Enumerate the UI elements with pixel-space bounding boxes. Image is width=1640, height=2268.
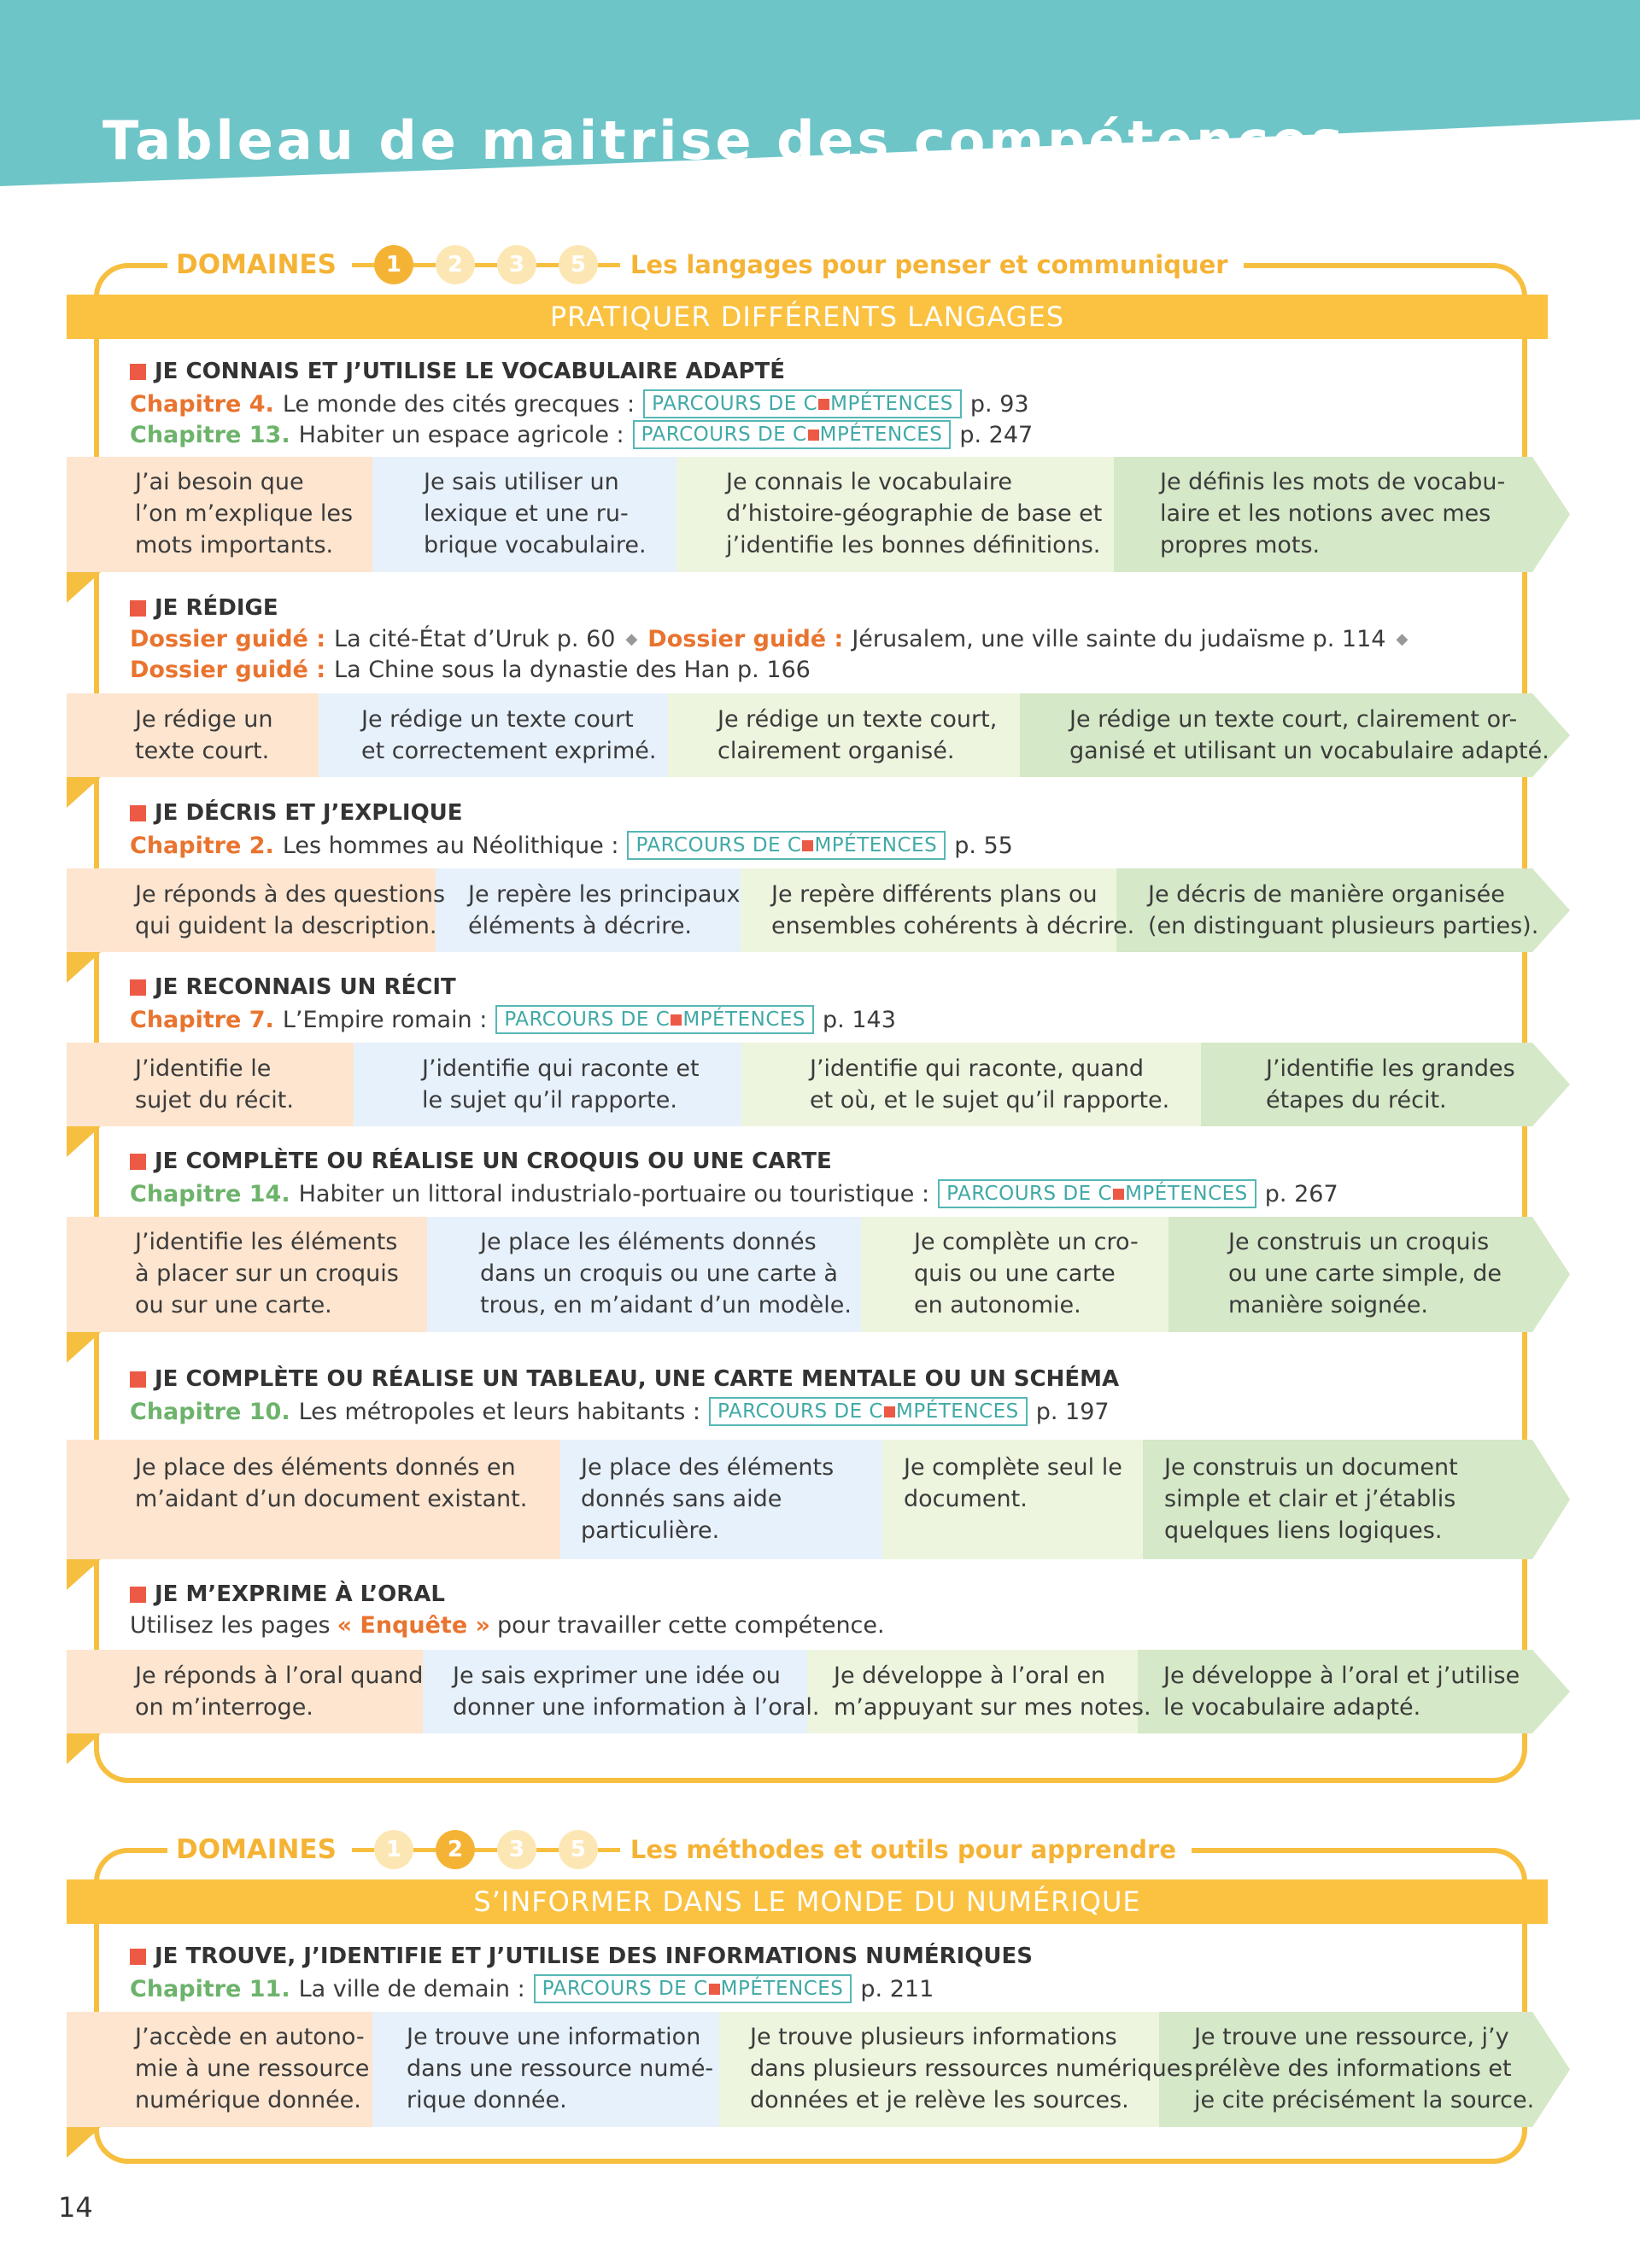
bullet-square-icon [130,805,146,821]
level-4-text: Je construis un document simple et clair et j’établis quelques liens logiques. [1164,1454,1458,1544]
section-title: JE CONNAIS ET J’UTILISE LE VOCABULAIRE ADAPTÉ [130,359,785,384]
level-3-text: Je trouve plusieurs informations dans plusieurs ressources numériques données et je relève les sources. [750,2024,1193,2113]
level-4-text: Je trouve une ressource, j’y prélève des informations et je cite précisément la source. [1194,2024,1535,2113]
domain-2-title: Les méthodes et outils pour apprendre [630,1835,1176,1864]
level-2-text: Je trouve une information dans une ressource numé- rique donnée. [407,2024,714,2113]
level-row [67,1043,1570,1126]
parcours-badge[interactable]: PARCOURS DE C MPÉTENCES [643,389,962,418]
bullet-square-icon [130,1949,146,1965]
level-4-text: Je décris de manière organisée (en distinguant plusieurs parties). [1148,881,1539,939]
domain-1-number-5: 5 [559,245,598,284]
reference-line: Dossier guidé : La cité-État d’Uruk p. 60 ◆ Dossier guidé : Jérusalem, une ville sainte du judaïsme p. 114 ◆ [130,626,1409,652]
bullet-square-icon [130,979,146,996]
section-title: JE RECONNAIS UN RÉCIT [130,974,456,1000]
domain-2-label: DOMAINES [176,1834,337,1865]
level-3-text: Je rédige un texte court, clairement organisé. [718,706,998,764]
level-3-text: J’identifie qui raconte, quand et où, et le sujet qu’il rapporte. [810,1055,1170,1114]
domain-1-header [167,241,1244,289]
dossier-ref[interactable]: Dossier guidé : [647,626,844,652]
reference-line: Chapitre 4. Le monde des cités grecques : PARCOURS DE C MPÉTENCES p. 93 [130,390,1029,418]
level-4-text: J’identifie les grandes étapes du récit. [1266,1055,1515,1114]
level-3-text: Je repère différents plans ou ensembles cohérents à décrire. [771,881,1135,939]
level-3-text: Je développe à l’oral en m’appuyant sur mes notes. [834,1663,1151,1721]
level-2-text: Je place des éléments donnés sans aide particulière. [581,1454,835,1544]
section-title: JE DÉCRIS ET J’EXPLIQUE [130,800,463,826]
level-1-text: Je rédige un texte court. [135,706,273,764]
section-title: JE M’EXPRIME À L’ORAL [130,1581,445,1607]
reference-line: Chapitre 10. Les métropoles et leurs habitants : PARCOURS DE C MPÉTENCES p. 197 [130,1398,1110,1425]
domain-1-title: Les langages pour penser et communiquer [630,250,1228,279]
level-4-text: Je construis un croquis ou une carte simple, de manière soignée. [1228,1229,1502,1318]
parcours-badge[interactable]: PARCOURS DE C MPÉTENCES [495,1005,814,1034]
level-row [67,1440,1570,1559]
page-title: Tableau de maitrise des compétences [102,109,1346,172]
domain-1-label: DOMAINES [176,249,337,280]
chapter-ref[interactable]: Chapitre 13. [130,421,290,448]
level-2-text: Je place les éléments donnés dans un croquis ou une carte à trous, en m’aidant d’un modèle. [480,1229,852,1318]
domain-2-number-2: 2 [436,1830,475,1869]
level-1-text: J’identifie les éléments à placer sur un croquis ou sur une carte. [135,1229,399,1318]
level-4-text: Je rédige un texte court, clairement or- ganisé et utilisant un vocabulaire adapté. [1069,706,1549,764]
level-row [67,1650,1570,1733]
chapter-ref[interactable]: Chapitre 14. [130,1180,290,1207]
level-3-text: Je connais le vocabulaire d’histoire-géographie de base et j’identifie les bonnes définitions. [726,469,1103,558]
level-1-text: J’ai besoin que l’on m’explique les mots importants. [135,469,354,558]
parcours-badge[interactable]: PARCOURS DE C MPÉTENCES [627,831,946,860]
domain-2-number-5: 5 [559,1830,598,1869]
level-row [67,693,1570,777]
diamond-separator-icon: ◆ [1396,630,1409,648]
parcours-badge[interactable]: PARCOURS DE C MPÉTENCES [938,1179,1256,1208]
level-2-text: J’identifie qui raconte et le sujet qu’il rapporte. [422,1055,700,1114]
reference-line: Dossier guidé : La Chine sous la dynastie des Han p. 166 [130,657,811,683]
level-1-text: Je réponds à des questions qui guident la description. [135,881,446,939]
bullet-square-icon [130,600,146,617]
section-title: JE TROUVE, J’IDENTIFIE ET J’UTILISE DES INFORMATIONS NUMÉRIQUES [130,1944,1033,1969]
bullet-square-icon [130,1154,146,1170]
parcours-badge[interactable]: PARCOURS DE C MPÉTENCES [633,420,952,449]
level-2-text: Je rédige un texte court et correctement exprimé. [361,706,657,764]
level-2-text: Je sais exprimer une idée ou donner une information à l’oral. [453,1663,820,1721]
reference-line: Chapitre 13. Habiter un espace agricole : PARCOURS DE C MPÉTENCES p. 247 [130,421,1034,448]
dossier-ref[interactable]: Dossier guidé : [130,657,326,683]
level-row [67,457,1570,572]
reference-line: Chapitre 2. Les hommes au Néolithique : PARCOURS DE C MPÉTENCES p. 55 [130,832,1013,859]
level-row [67,2012,1570,2127]
reference-line: Chapitre 14. Habiter un littoral industrialo-portuaire ou touristique : PARCOURS DE C MPÉTENCES p. 267 [130,1180,1338,1207]
bullet-square-icon [130,1587,146,1603]
bullet-square-icon [130,1371,146,1388]
domain-1-number-3: 3 [497,245,536,284]
domain-2-number-3: 3 [497,1830,536,1869]
chapter-ref[interactable]: Chapitre 10. [130,1398,290,1425]
parcours-badge[interactable]: PARCOURS DE C MPÉTENCES [534,1974,852,2003]
level-row [67,868,1570,952]
level-1-text: Je place des éléments donnés en m’aidant d’un document existant. [135,1454,528,1512]
chapter-ref[interactable]: Chapitre 11. [130,1975,290,2002]
instruction-line: Utilisez les pages « Enquête » pour travailler cette compétence. [130,1612,885,1639]
domain-1-number-1: 1 [374,245,413,284]
reference-line: Chapitre 11. La ville de demain : PARCOURS DE C MPÉTENCES p. 211 [130,1975,934,2002]
level-4-text: Je définis les mots de vocabu- laire et les notions avec mes propres mots. [1160,469,1506,558]
chapter-ref[interactable]: Chapitre 7. [130,1006,274,1033]
level-1-text: Je réponds à l’oral quand on m’interroge. [135,1663,424,1721]
section-title: JE RÉDIGE [130,595,278,621]
domain-2-number-1: 1 [374,1830,413,1869]
parcours-badge[interactable]: PARCOURS DE C MPÉTENCES [709,1397,1028,1426]
level-2-text: Je repère les principaux éléments à décrire. [468,881,741,939]
domain-2-banner: S’INFORMER DANS LE MONDE DU NUMÉRIQUE [67,1879,1548,1924]
level-4-text: Je développe à l’oral et j’utilise le vocabulaire adapté. [1163,1663,1520,1721]
level-3-text: Je complète seul le document. [904,1454,1122,1512]
level-3-text: Je complète un cro- quis ou une carte en autonomie. [914,1229,1139,1318]
enquete-link[interactable]: « Enquête » [337,1612,490,1639]
domain-2-header [167,1826,1192,1873]
chapter-ref[interactable]: Chapitre 4. [130,390,274,418]
domain-1-banner: PRATIQUER DIFFÉRENTS LANGAGES [67,295,1548,339]
domain-1-number-2: 2 [436,245,475,284]
section-title: JE COMPLÈTE OU RÉALISE UN CROQUIS OU UNE CARTE [130,1149,832,1174]
level-1-text: J’accède en autono- mie à une ressource numérique donnée. [135,2024,370,2113]
bullet-square-icon [130,364,146,380]
dossier-ref[interactable]: Dossier guidé : [130,626,326,652]
level-1-text: J’identifie le sujet du récit. [135,1055,294,1114]
level-2-text: Je sais utiliser un lexique et une ru- brique vocabulaire. [424,469,647,558]
reference-line: Chapitre 7. L’Empire romain : PARCOURS DE C MPÉTENCES p. 143 [130,1006,896,1033]
section-title: JE COMPLÈTE OU RÉALISE UN TABLEAU, UNE CARTE MENTALE OU UN SCHÉMA [130,1366,1119,1392]
chapter-ref[interactable]: Chapitre 2. [130,832,274,859]
page-number: 14 [58,2191,93,2224]
level-row [67,1217,1570,1332]
diamond-separator-icon: ◆ [625,630,638,648]
